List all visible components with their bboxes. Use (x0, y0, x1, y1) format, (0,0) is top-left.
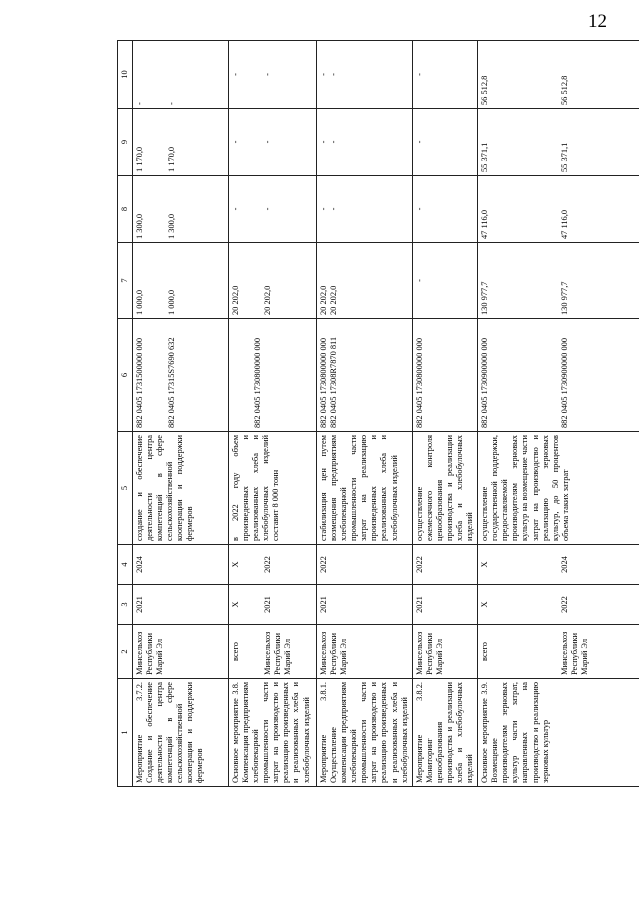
column-number: 5 (118, 432, 133, 545)
expected-result: осуществление государственной поддержки, предоставляемой производителям зерновых культур на возмещение части затрат на производство и реализацию зерновых культур, до 50 процентов объема таких затрат (478, 432, 639, 545)
amount: 47 116,0 (560, 209, 570, 239)
table-row (317, 41, 413, 787)
start-year: 2021 (317, 585, 413, 625)
amount: 1 000,0 (167, 289, 177, 315)
amount: 1 300,0 (167, 213, 177, 239)
end-year: 2024 (133, 545, 229, 585)
rotated-table-wrapper (117, 41, 639, 787)
responsible-executor (229, 625, 317, 679)
amount: 55 371,1 (560, 142, 570, 172)
amount: 55 371,1 (480, 142, 490, 172)
amount: 1 000,0 (135, 289, 144, 315)
executor-line: всего (231, 642, 240, 661)
measure-name: Основное мероприятие 3.8. Компенсация предприятиям хлебопекарной промышленности части затрат на производство и реализацию произведенных и реализованных хлеба и хлебобулочных изделий (229, 679, 317, 787)
column-number: 3 (118, 585, 133, 625)
end-year (478, 545, 639, 585)
year-value: X (231, 561, 240, 568)
executor-line: Минсельхоз Республики Марий Эл (263, 631, 293, 675)
executor-line: всего (480, 642, 490, 661)
budget-code: 882 0405 17315S7690 632 (167, 337, 177, 428)
column-number: 10 (118, 41, 133, 109)
end-year (229, 545, 317, 585)
amount: 130 977,7 (560, 281, 570, 315)
measure-name: Мероприятие 3.8.1. Осуществление компенсации предприятиям хлебопекарной промышленности части затрат на производство и реализацию произведенных и реализованных хлеба и хлебобулочных изделий (317, 679, 413, 787)
amount-col-8 (317, 176, 413, 243)
budget-code: 882 0405 17308R7870 811 (329, 336, 339, 428)
start-year (478, 585, 639, 625)
table-row (478, 41, 639, 787)
amount: 1 300,0 (135, 213, 144, 239)
amount: - (231, 207, 240, 211)
budget-classification-code (133, 319, 229, 432)
amount: 20 202,0 (329, 285, 339, 315)
program-measures-table (117, 40, 639, 787)
amount-col-9 (229, 109, 317, 176)
year-value: 2022 (263, 556, 273, 573)
amount-col-7 (133, 243, 229, 319)
table-row (229, 41, 317, 787)
amount: - (329, 140, 339, 144)
amount: 1 170,0 (135, 146, 144, 172)
amount-col-10 (478, 41, 639, 109)
amount: 1 170,0 (167, 146, 177, 172)
amount-col-8 (229, 176, 317, 243)
budget-code: 882 0405 1731500000 000 (135, 337, 144, 428)
year-value: X (480, 601, 490, 608)
amount-col-10 (317, 41, 413, 109)
amount-col-8 (478, 176, 639, 243)
amount: - (329, 207, 339, 211)
amount: - (263, 140, 273, 144)
executor-line: Минсельхоз Республики Марий Эл (560, 631, 590, 675)
budget-code: 882 0405 1730900000 000 (560, 337, 570, 428)
column-number: 7 (118, 243, 133, 319)
responsible-executor: Минсельхоз Республики Марий Эл (412, 625, 477, 679)
column-number: 8 (118, 176, 133, 243)
amount-col-10 (229, 41, 317, 109)
amount: - (329, 73, 339, 76)
responsible-executor: Минсельхоз Республики Марий Эл (317, 625, 413, 679)
budget-classification-code (317, 319, 413, 432)
amount: 20 202,0 (319, 285, 328, 315)
amount: 56 512,8 (560, 75, 570, 105)
amount: - (319, 207, 328, 211)
column-number: 6 (118, 319, 133, 432)
amount-col-7: - (412, 243, 477, 319)
amount-col-9 (478, 109, 639, 176)
column-number: 2 (118, 625, 133, 679)
budget-code: 882 0405 1730900000 000 (480, 337, 490, 428)
amount: 20 202,0 (263, 285, 273, 315)
end-year: 2022 (412, 545, 477, 585)
amount-col-7 (478, 243, 639, 319)
measure-name: Основное мероприятие 3.9. Возмещение производителям зерновых культур части затрат, направленных на производство и реализацию зерновых культур (478, 679, 639, 787)
page-number: 12 (588, 11, 607, 32)
budget-classification-code (229, 319, 317, 432)
amount: - (319, 73, 328, 76)
responsible-executor (478, 625, 639, 679)
column-number: 4 (118, 545, 133, 585)
table-row (133, 41, 229, 787)
expected-result: стабилизация цен путем возмещения предприятиям хлебопекарной промышленности части затрат на реализацию произведенных и реализованных хлеба и хлебобулочных изделий (317, 432, 413, 545)
amount-col-10: - (412, 41, 477, 109)
amount: 130 977,7 (480, 281, 490, 315)
responsible-executor: Минсельхоз Республики Марий Эл (133, 625, 229, 679)
start-year: 2021 (133, 585, 229, 625)
start-year: 2021 (412, 585, 477, 625)
amount: 47 116,0 (480, 209, 490, 239)
measure-name: Мероприятие 3.8.2. Мониторинг ценообразования производства и реализации хлеба и хлебобулочных изделий (412, 679, 477, 787)
year-value: X (231, 601, 240, 608)
budget-classification-code: 882 0405 1730800000 000 (412, 319, 477, 432)
amount: - (135, 102, 144, 105)
amount: - (231, 73, 240, 76)
year-value: 2024 (560, 556, 570, 573)
amount-col-7 (229, 243, 317, 319)
amount: - (263, 207, 273, 211)
measure-name: Мероприятие 3.7.2. Создание и обеспечение деятельности центра компетенций в сфере сельскохозяйственной кооперации и поддержки фермеров (133, 679, 229, 787)
amount-col-8: - (412, 176, 477, 243)
year-value: 2022 (560, 596, 570, 613)
expected-result: создание и обеспечение деятельности центра компетенций в сфере сельскохозяйственной кооперации и поддержки фермеров (133, 432, 229, 545)
column-number: 9 (118, 109, 133, 176)
amount: 56 512,8 (480, 75, 490, 105)
amount: - (231, 140, 240, 144)
budget-code: 882 0405 1730800000 000 (319, 337, 328, 428)
amount-col-8 (133, 176, 229, 243)
amount-col-9: - (412, 109, 477, 176)
amount: - (319, 140, 328, 144)
start-year (229, 585, 317, 625)
year-value: 2021 (263, 596, 273, 613)
expected-result: в 2022 году объем произведенных и реализованных хлеба и хлебобулочных изделий составит 8 000 тонн (229, 432, 317, 545)
amount: 20 202,0 (231, 285, 240, 315)
budget-code: 882 0405 1730800000 000 (253, 337, 262, 428)
column-number-row (118, 41, 133, 787)
budget-classification-code (478, 319, 639, 432)
year-value: X (480, 561, 490, 568)
amount-col-10 (133, 41, 229, 109)
amount: - (167, 102, 177, 105)
amount: - (263, 73, 273, 76)
amount-col-7 (317, 243, 413, 319)
end-year: 2022 (317, 545, 413, 585)
column-number: 1 (118, 679, 133, 787)
expected-result: осуществление ежемесячного контроля ценообразования производства и реализации хлеба и хлебобулочных изделий (412, 432, 477, 545)
amount-col-9 (317, 109, 413, 176)
amount-col-9 (133, 109, 229, 176)
table-row (412, 41, 477, 787)
